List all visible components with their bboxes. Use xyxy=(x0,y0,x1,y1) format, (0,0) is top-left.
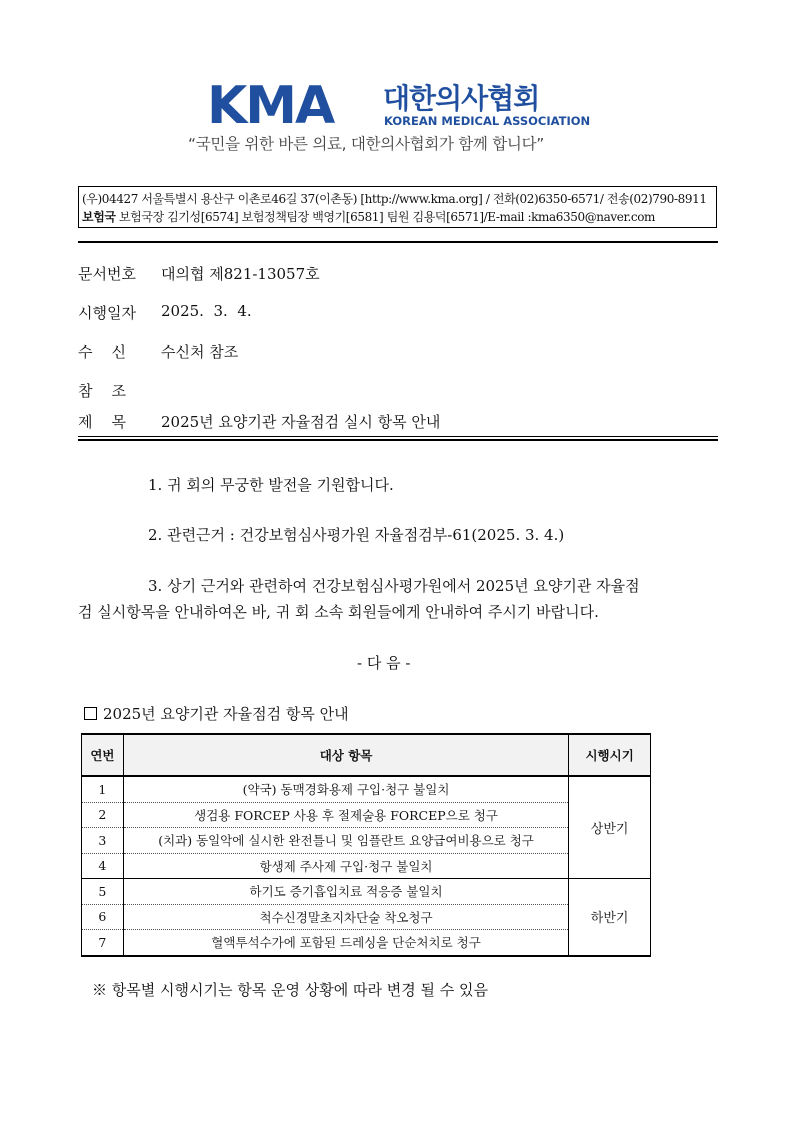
next-heading: - 다 음 - xyxy=(357,654,411,672)
paragraph-2: 2. 관련근거 : 건강보험심사평가원 자율점검부-61(2025. 3. 4.) xyxy=(148,526,565,544)
row-item: (치과) 동일악에 실시한 완전틀니 및 임플란트 요양급여비용으로 청구 xyxy=(123,828,569,854)
contact-details: 보험국장 김기성[6574] 보험정책팀장 백영기[6581] 팀원 김용덕[6571]/E-mail :kma6350@naver.com xyxy=(115,210,656,224)
footnote: ※ 항목별 시행시기는 항목 운영 상황에 따라 변경 될 수 있음 xyxy=(92,981,488,999)
table-row xyxy=(82,879,651,905)
subject-rule-bottom xyxy=(78,439,718,441)
subject-rule-top xyxy=(78,436,718,437)
ref-label: 참 조 xyxy=(78,382,127,400)
table-row xyxy=(82,802,651,828)
row-no: 7 xyxy=(82,930,124,956)
row-no: 3 xyxy=(82,828,124,854)
doc-no: 대의협 제821-13057호 xyxy=(161,265,320,283)
header-period: 시행시기 xyxy=(569,734,651,776)
section-title xyxy=(84,703,349,724)
row-no: 6 xyxy=(82,904,124,930)
row-item: 하기도 증기흡입치료 적응증 불일치 xyxy=(123,879,569,905)
header-item: 대상 항목 xyxy=(123,734,569,776)
table-row xyxy=(82,930,651,956)
paragraph-1: 1. 귀 회의 무궁한 발전을 기원합니다. xyxy=(148,476,394,494)
section-title-text: 2025년 요양기관 자율점검 항목 안내 xyxy=(103,705,349,723)
audit-items-table xyxy=(81,733,651,957)
contact-line xyxy=(82,208,655,225)
table-row xyxy=(82,904,651,930)
kma-logo-english: KOREAN MEDICAL ASSOCIATION xyxy=(384,114,591,128)
row-item: 항생제 주사제 구입·청구 불일치 xyxy=(123,853,569,879)
table-row xyxy=(82,828,651,854)
header-no: 연번 xyxy=(82,734,124,776)
subject: 2025년 요양기관 자율점검 실시 항목 안내 xyxy=(161,413,441,431)
address-line: (우)04427 서울특별시 용산구 이촌로46길 37(이촌동) [http://www.kma.org] / 전화(02)6350-6571/ 전송(02)790-8911 xyxy=(82,192,707,206)
period-first-half: 상반기 xyxy=(569,776,651,879)
row-item: 혈액투석수가에 포함된 드레싱을 단순처치로 청구 xyxy=(123,930,569,956)
date-label: 시행일자 xyxy=(78,304,136,322)
header-rule xyxy=(78,241,718,243)
dept-name: 보험국 xyxy=(82,210,116,224)
row-item: (약국) 동맥경화용제 구입·청구 불일치 xyxy=(123,776,569,802)
table-row xyxy=(82,853,651,879)
row-no: 2 xyxy=(82,802,124,828)
slogan: “국민을 위한 바른 의료, 대한의사협회가 함께 합니다” xyxy=(188,135,544,153)
subject-label: 제 목 xyxy=(78,413,127,431)
checkbox-icon xyxy=(84,707,97,720)
table-row xyxy=(82,776,651,802)
doc-no-label: 문서번호 xyxy=(78,265,136,283)
row-no: 5 xyxy=(82,879,124,905)
recipient: 수신처 참조 xyxy=(161,343,239,361)
row-item: 척수신경말초지차단술 착오청구 xyxy=(123,904,569,930)
row-no: 1 xyxy=(82,776,124,802)
kma-logo-korean: 대한의사협회 xyxy=(383,82,540,115)
row-item: 생검용 FORCEP 사용 후 절제술용 FORCEP으로 청구 xyxy=(123,802,569,828)
paragraph-3-line-1: 3. 상기 근거와 관련하여 건강보험심사평가원에서 2025년 요양기관 자율점 xyxy=(148,577,640,595)
to-label: 수 신 xyxy=(78,343,127,361)
kma-logo-mark: KMA xyxy=(207,76,334,136)
date: 2025. 3. 4. xyxy=(161,302,252,320)
row-no: 4 xyxy=(82,853,124,879)
period-second-half: 하반기 xyxy=(569,879,651,956)
paragraph-3-line-2: 검 실시항목을 안내하여온 바, 귀 회 소속 회원들에게 안내하여 주시기 바랍니다. xyxy=(78,603,599,621)
